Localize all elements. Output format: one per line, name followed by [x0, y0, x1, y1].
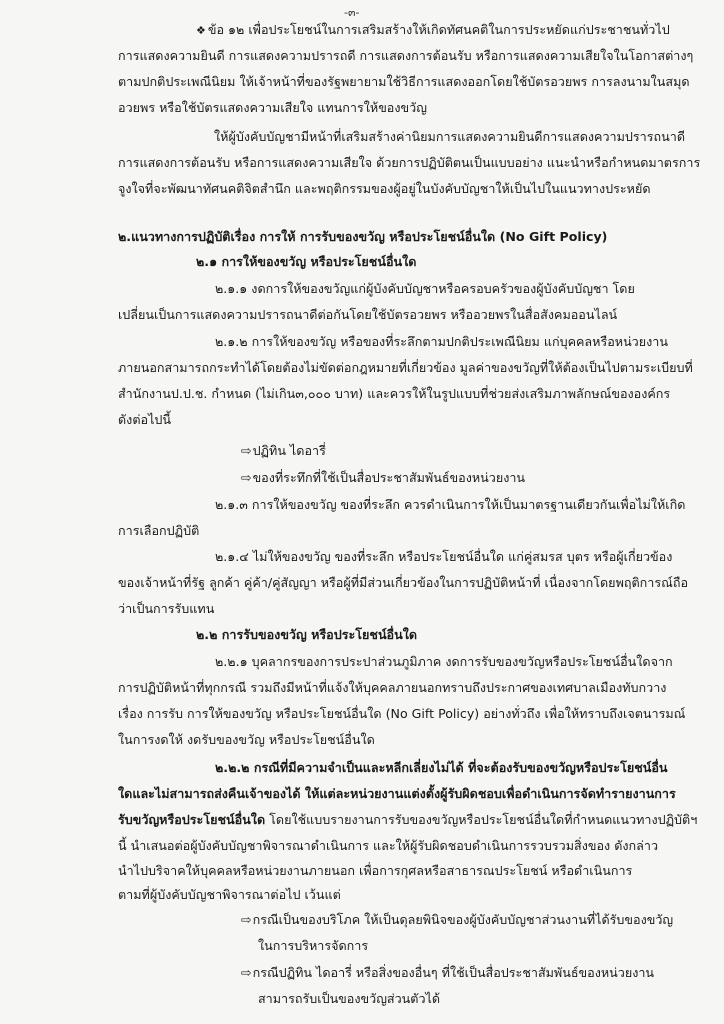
para2-line3: จูงใจที่จะพัฒนาทัศนคติจิตสำนึก และพฤติกรรมของผู้อยู่ในบังคับบัญชาให้เป็นไปในแนวทางประหยัด [118, 181, 651, 196]
para2-line2: การแสดงการต้อนรับ หรือการแสดงความเสียใจ ด้วยการปฏิบัติตนเป็นแบบอย่าง แนะนำหรือกำหนดมาตรการ [118, 155, 701, 170]
para1-line1: ❖ ข้อ ๑๒ เพื่อประโยชน์ในการเสริมสร้างให้เกิดทัศนคติในการประหยัดแก่ประชาชนทั่วไป [196, 22, 670, 37]
subsection-2-1-heading: ๒.๑ การให้ของขวัญ หรือประโยชน์อื่นใด [196, 254, 417, 269]
para1-line3: ตามปกติประเพณีนิยม ให้เจ้าหน้าที่ของรัฐพยายามใช้วิธีการแสดงออกโดยใช้บัตรอวยพร การลงนามในสมุด [118, 74, 690, 89]
arrow-right-icon: ⇨ [241, 443, 252, 458]
diamond-bullet-icon: ❖ [196, 24, 206, 37]
item-2-1-1-line1: ๒.๑.๑ งดการให้ของขวัญแก่ผู้บังคับบัญชาหรือครอบครัวของผู้บังคับบัญชา โดย [215, 281, 635, 296]
item-2-2-2-line3: รับขวัญหรือประโยชน์อื่นใด โดยใช้แบบรายงานการรับของขวัญหรือประโยชน์อื่นใดที่กำหนดแนวทางปฏิบัติฯ [118, 812, 698, 827]
item-2-2-1-line3: เรื่อง การรับ การให้ของขวัญ หรือประโยชน์อื่นใด (No Gift Policy) อย่างทั่วถึง เพื่อให้ทราบถึงเจตนารมณ์ [118, 706, 686, 721]
arrow-right-icon: ⇨ [241, 912, 252, 927]
arrow-right-icon: ⇨ [241, 470, 252, 485]
item-2-1-4-line1: ๒.๑.๔ ไม่ให้ของขวัญ ของที่ระลึก หรือประโยชน์อื่นใด แก่คู่สมรส บุตร หรือผู้เกี่ยวข้อง [215, 549, 673, 564]
item-2-2-1-line2: การปฏิบัติหน้าที่ทุกกรณี รวมถึงมีหน้าที่แจ้งให้บุคคลภายนอกทราบถึงประกาศของเทศบาลเมืองทับกวาง [118, 680, 667, 695]
item-2-2-2-line4: นี้ นำเสนอต่อผู้บังคับบัญชาพิจารณาดำเนินการ และให้ผู้รับผิดชอบดำเนินการรวบรวมสิ่งของ ดังกล่าว [118, 838, 659, 853]
item-2-1-4-line3: ว่าเป็นการรับแทน [118, 601, 215, 616]
item-2-1-2-option2: ⇨ของที่ระทึกที่ใช้เป็นสื่อประชาสัมพันธ์ของหน่วยงาน [241, 470, 526, 485]
item-2-2-2-line6: ตามที่ผู้บังคับบัญชาพิจารณาต่อไป เว้นแต่ [118, 887, 341, 902]
arrow-right-icon: ⇨ [241, 965, 252, 980]
item-2-2-1-line4: ในการงดให้ งดรับของขวัญ หรือประโยชน์อื่นใด [118, 732, 375, 747]
para1-line2: การแสดงความยินดี การแสดงความปรารถดี การแสดงการต้อนรับ หรือการแสดงความเสียใจในโอกาสต่างๆ [118, 48, 694, 63]
item-2-1-2-option1: ⇨ปฏิทิน ไดอารี่ [241, 443, 326, 458]
item-2-2-2-option2-line2: สามารถรับเป็นของขวัญส่วนตัวได้ [258, 991, 441, 1006]
item-2-2-2-option1-line2: ในการบริหารจัดการ [258, 938, 369, 953]
item-2-1-2-line4: ดังต่อไปนี้ [118, 412, 172, 427]
para1-line4: อวยพร หรือใช้บัตรแสดงความเสียใจ แทนการให้ของขวัญ [118, 100, 427, 115]
para2-line1: ให้ผู้บังคับบัญชามีหน้าที่เสริมสร้างค่านิยมการแสดงความยินดีการแสดงความปรารถนาดี [214, 129, 686, 144]
page-number: -๓- [344, 6, 360, 19]
item-2-2-2-line1: ๒.๒.๒ กรณีที่มีความจำเป็นและหลีกเลี่ยงไม่ได้ ที่จะต้องรับของขวัญหรือประโยชน์อื่น [215, 760, 668, 775]
subsection-2-2-heading: ๒.๒ การรับของขวัญ หรือประโยชน์อื่นใด [196, 627, 418, 642]
item-2-2-2-line2: ใดและไม่สามารถส่งคืนเจ้าของได้ ให้แต่ละหน่วยงานแต่งตั้งผู้รับผิดชอบเพื่อดำเนินการจัดทำรายงานการ [118, 786, 676, 801]
item-2-1-2-line3: สำนักงานป.ป.ช. กำหนด (ไม่เกิน๓,๐๐๐ บาท) และควรให้ในรูปแบบที่ช่วยส่งเสริมภาพลักษณ์ขององค์กร [118, 386, 671, 401]
section2-heading: ๒.แนวทางการปฏิบัติเรื่อง การให้ การรับของขวัญ หรือประโยชน์อื่นใด (No Gift Policy) [118, 229, 608, 244]
item-2-2-1-line1: ๒.๒.๑ บุคลากรของการประปาส่วนภูมิภาค งดการรับของขวัญหรือประโยชน์อื่นใดจาก [215, 654, 673, 669]
item-2-2-2-option1-line1: ⇨กรณีเป็นของบริโภค ให้เป็นดุลยพินิจของผู้บังคับบัญชาส่วนงานที่ได้รับของขวัญ [241, 912, 674, 927]
item-2-1-4-line2: ของเจ้าหน้าที่รัฐ ลูกค้า คู่ค้า/คู่สัญญา หรือผู้ที่มีส่วนเกี่ยวข้องในการปฏิบัติหน้าที่ เนื่องจากโดยพฤติการณ์ถือ [118, 575, 689, 590]
item-2-1-2-line2: ภายนอกสามารถกระทำได้โดยต้องไม่ขัดต่อกฎหมายที่เกี่ยวข้อง มูลค่าของขวัญที่ให้ต้องเป็นไปตามระเบียบที่ [118, 360, 693, 375]
item-2-2-2-line5: นำไปบริจาคให้บุคคลหรือหน่วยงานภายนอก เพื่อการกุศลหรือสาธารณประโยชน์ หรือดำเนินการ [118, 863, 633, 878]
item-2-2-2-option2-line1: ⇨กรณีปฏิทิน ไดอารี่ หรือสิ่งของอื่นๆ ที่ใช้เป็นสื่อประชาสัมพันธ์ของหน่วยงาน [241, 965, 655, 980]
item-2-1-1-line2: เปลี่ยนเป็นการแสดงความปรารถนาดีต่อกันโดยใช้บัตรอวยพร หรืออวยพรในสื่อสังคมออนไลน์ [118, 307, 618, 322]
item-2-1-3-line2: การเลือกปฏิบัติ [118, 523, 200, 538]
item-2-1-3-line1: ๒.๑.๓ การให้ของขวัญ ของที่ระลึก ควรดำเนินการให้เป็นมาตรฐานเดียวกันเพื่อไม่ให้เกิด [215, 497, 686, 512]
item-2-1-2-line1: ๒.๑.๒ การให้ของขวัญ หรือของที่ระลึกตามปกติประเพณีนิยม แก่บุคคลหรือหน่วยงาน [215, 334, 668, 349]
